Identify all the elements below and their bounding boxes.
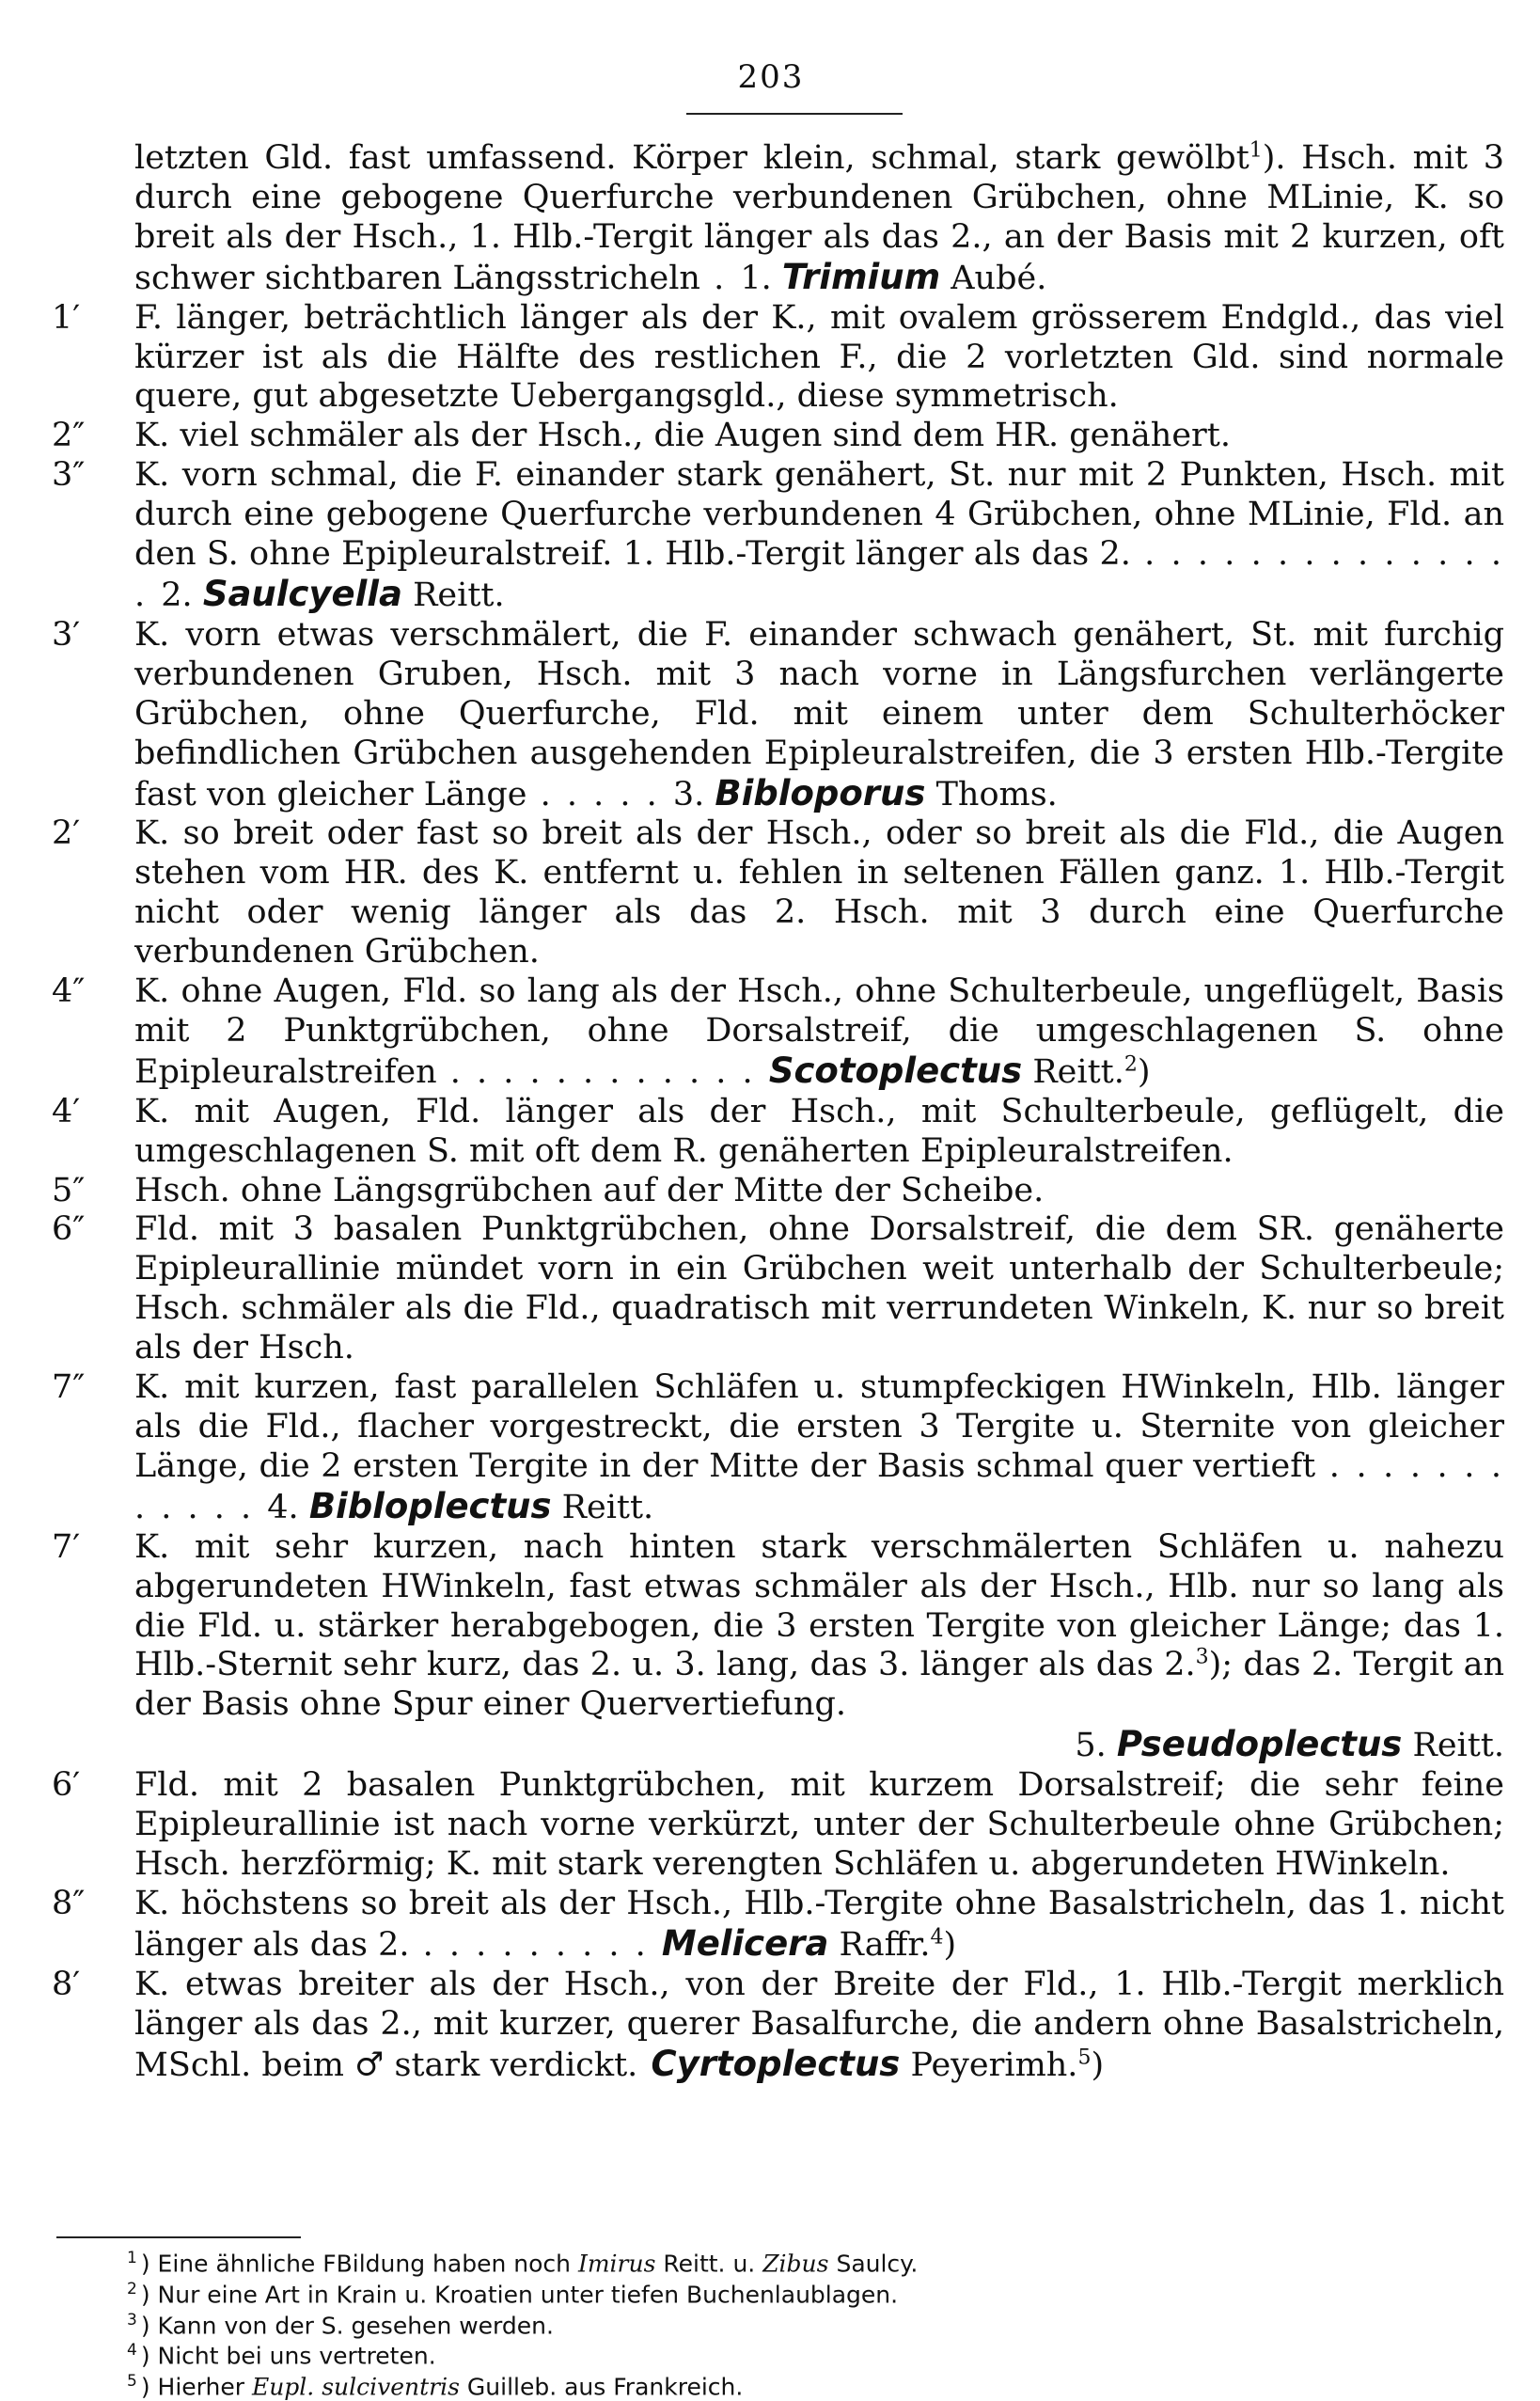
header-rule xyxy=(686,113,903,115)
footnote-ref: 3 xyxy=(1195,1645,1209,1669)
genus-number: 2. xyxy=(161,576,193,614)
couplet-description: letzten Gld. fast umfassend. Körper klein, schmal, stark gewölbt xyxy=(134,139,1249,177)
key-couplet xyxy=(52,1210,1504,1368)
genus-author: Raffr. xyxy=(839,1925,931,1964)
couplet-marker: 6″ xyxy=(52,1210,86,1249)
couplet-description: K. vorn schmal, die F. einander stark genähert, St. nur mit 2 Punkten, Hsch. mit durch eine gebogene Querfurche verbundenen 4 Grübchen, ohne MLinie, Fld. an den S. ohne Epipleuralstreif. 1. Hlb.-Tergit länger als das 2. xyxy=(134,456,1504,574)
leader-dots xyxy=(637,2046,651,2084)
couplet-text xyxy=(134,1528,1504,1766)
footnote-italic: Eupl. sulciventris xyxy=(251,2373,460,2401)
footnote-ref: 2 xyxy=(1124,1052,1138,1077)
key-couplet xyxy=(52,1766,1504,1885)
identification-key xyxy=(52,139,1504,2085)
genus-author: Reitt. xyxy=(1412,1727,1504,1765)
footnote-text: Eine ähnliche FBildung haben noch xyxy=(157,2250,578,2278)
couplet-description: K. so breit oder fast so breit als der Hsch., oder so breit als die Fld., die Augen stehen vom HR. des K. entfernt u. fehlen in seltenen Fällen ganz. 1. Hlb.-Tergit nicht oder wenig länger als das 2. Hsch. mit 3 durch eine Querfurche verbundenen Grübchen. xyxy=(134,814,1504,971)
footnote-paren: ) xyxy=(943,1925,957,1964)
footnote-paren: ) xyxy=(140,2311,158,2339)
page-number: 203 xyxy=(737,58,805,96)
footnote xyxy=(127,2369,1424,2400)
genus-name: Scotoplectus xyxy=(768,1050,1023,1091)
couplet-description: K. vorn etwas verschmälert, die F. einander schwach genähert, St. mit furchig verbundenen Gruben, Hsch. mit 3 nach vorne in Längsfurchen verlängerte Grübchen, ohne Querfurche, Fld. mit einem unter dem Schulterhöcker befindlichen Grübchen ausgehenden Epipleuralstreifen, die 3 ersten Hlb.-Tergite fast von gleicher Länge xyxy=(134,615,1504,813)
couplet-description: K. viel schmäler als der Hsch., die Augen sind dem HR. genähert. xyxy=(134,417,1231,455)
couplet-description: K. höchstens so breit als der Hsch., Hlb.-Tergite ohne Basalstricheln, das 1. nicht länger als das 2. xyxy=(134,1884,1504,1964)
leader-dots: . . . . . . . . . . . . xyxy=(134,1446,1504,1526)
key-couplet xyxy=(52,1528,1504,1766)
genus-author: Reitt. xyxy=(1032,1052,1124,1091)
couplet-description: Fld. mit 3 basalen Punktgrübchen, ohne Dorsalstreif, die dem SR. genäherte Epipleurallinie mündet vorn in ein Grübchen weit unterhalb der Schulterbeule; Hsch. schmäler als die Fld., quadratisch mit verrundeten Winkeln, K. nur so breit als der Hsch. xyxy=(134,1210,1504,1367)
key-couplet xyxy=(52,139,1504,299)
key-couplet xyxy=(52,814,1504,972)
key-couplet xyxy=(52,972,1504,1093)
couplet-marker: 3″ xyxy=(52,456,86,495)
couplet-description: K. mit Augen, Fld. länger als der Hsch., mit Schulterbeule, geflügelt, die umgeschlagenen S. mit oft dem R. genäherten Epipleuralstreifen. xyxy=(134,1092,1504,1170)
footnote-rule xyxy=(56,2236,301,2238)
key-couplet xyxy=(52,299,1504,418)
genus-name: Pseudoplectus xyxy=(1116,1724,1403,1765)
couplet-description-cont: ). Hsch. mit 3 durch eine gebogene Querfurche verbundenen Grübchen, ohne MLinie, K. so breit als der Hsch., 1. Hlb.-Tergit länger als das 2., an der Basis mit 2 kurzen, oft schwer sichtbaren Längsstricheln xyxy=(134,139,1505,297)
genus-name: Trimium xyxy=(781,256,941,297)
couplet-text xyxy=(134,417,1504,456)
footnote-paren: ) xyxy=(140,2342,158,2370)
couplet-description: Fld. mit 2 basalen Punktgrübchen, mit kurzem Dorsalstreif; die sehr feine Epipleurallinie ist nach vorne verkürzt, unter der Schulterbeule ohne Grübchen; Hsch. herzförmig; K. mit stark verengten Schläfen u. abgerundeten HWinkeln. xyxy=(134,1766,1504,1883)
footnote-text: Nur eine Art in Krain u. Kroatien unter tiefen Buchenlaublagen. xyxy=(157,2281,899,2309)
footnote xyxy=(127,2246,1424,2277)
genus-name: Bibloporus xyxy=(715,772,926,813)
genus-author: Reitt. xyxy=(413,576,505,614)
couplet-marker: 7″ xyxy=(52,1368,86,1407)
key-couplet xyxy=(52,417,1504,456)
footnote-number: 3 xyxy=(127,2310,137,2330)
couplet-marker: 6′ xyxy=(52,1766,81,1805)
genus-number: 3. xyxy=(672,775,705,813)
footnote-number: 5 xyxy=(127,2372,137,2392)
leader-dots: . . . . . . . . . . . . . . . xyxy=(134,535,1505,614)
leader-dots: . . . . . . . . . xyxy=(409,1925,662,1964)
genus-name: Bibloplectus xyxy=(308,1485,552,1526)
couplet-text xyxy=(134,1172,1504,1211)
couplet-description: K. ohne Augen, Fld. so lang als der Hsch., ohne Schulterbeule, ungeflügelt, Basis mit 2 Punktgrübchen, ohne Dorsalstreif, die umgeschlagenen S. ohne Epipleuralstreifen xyxy=(134,972,1504,1091)
couplet-text xyxy=(134,1766,1504,1885)
footnote-italic: Zibus xyxy=(762,2250,829,2278)
couplet-description: F. länger, beträchtlich länger als der K., mit ovalem grösserem Endgld., das viel kürzer ist als die Hälfte des restlichen F., die 2 vorletzten Gld. sind normale quere, gut abgesetzte Uebergangsgld., diese symmetrisch. xyxy=(134,298,1504,416)
footnote-text: Reitt. u. xyxy=(655,2250,763,2278)
key-couplet xyxy=(52,456,1504,616)
couplet-text xyxy=(134,1885,1504,1966)
key-couplet xyxy=(52,1966,1504,2086)
genus-name: Melicera xyxy=(661,1922,829,1964)
couplet-text xyxy=(134,1093,1504,1172)
footnote-paren: ) xyxy=(140,2250,158,2278)
leader-dots: . . . . . xyxy=(526,775,673,813)
couplet-marker: 4″ xyxy=(52,972,86,1011)
genus-number: 4. xyxy=(267,1488,299,1526)
footnote-paren: ) xyxy=(140,2281,158,2309)
couplet-description: K. etwas breiter als der Hsch., von der Breite der Fld., 1. Hlb.-Tergit merklich länger als das 2., mit kurzer, querer Basalfurche, die andern ohne Basalstricheln, MSchl. beim ♂ stark verdickt. xyxy=(134,1965,1504,2084)
footnote xyxy=(127,2338,1424,2369)
footnote-number: 4 xyxy=(127,2341,137,2361)
footnote-ref: 1 xyxy=(1249,138,1263,163)
genus-author: Peyerimh. xyxy=(910,2046,1078,2084)
footnote xyxy=(127,2277,1424,2308)
footnote-number: 2 xyxy=(127,2279,137,2298)
couplet-text xyxy=(134,456,1504,616)
leader-dots: . . . . . . . . . . . . xyxy=(436,1052,769,1091)
footnote-text: Nicht bei uns vertreten. xyxy=(157,2342,436,2370)
couplet-marker: 8′ xyxy=(52,1965,81,2003)
couplet-marker: 1′ xyxy=(52,298,81,337)
couplet-marker: 7′ xyxy=(52,1527,81,1566)
footnote-number: 1 xyxy=(127,2249,137,2267)
couplet-marker: 8″ xyxy=(52,1884,86,1922)
couplet-text xyxy=(134,616,1504,815)
couplet-text xyxy=(134,299,1504,418)
genus-author: Aubé. xyxy=(951,259,1047,297)
footnote-text: Kann von der S. gesehen werden. xyxy=(157,2311,554,2339)
couplet-text xyxy=(134,1368,1504,1528)
genus-number: 1. xyxy=(740,259,772,297)
genus-name: Cyrtoplectus xyxy=(651,2043,901,2084)
key-couplet xyxy=(52,1172,1504,1211)
key-couplet xyxy=(52,1093,1504,1172)
couplet-marker: 2″ xyxy=(52,417,86,455)
couplet-description-cont: ); das 2. Tergit an der Basis ohne Spur einer Quervertiefung. xyxy=(134,1646,1505,1724)
couplet-description: K. mit kurzen, fast parallelen Schläfen u. stumpfeckigen HWinkeln, Hlb. länger als die Fld., flacher vorgestreckt, die ersten 3 Tergite u. Sternite von gleicher Länge, die 2 ersten Tergite in der Mitte der Basis schmal quer vertieft xyxy=(134,1368,1504,1485)
couplet-description: K. mit sehr kurzen, nach hinten stark verschmälerten Schläfen u. nahezu abgerundeten HWinkeln, fast etwas schmäler als der Hsch., Hlb. nur so lang als die Fld. u. stärker herabgebogen, die 3 ersten Tergite von gleicher Länge; das 1. Hlb.-Sternit sehr kurz, das 2. u. 3. lang, das 3. länger als das 2. xyxy=(134,1527,1504,1684)
leader-dots: . xyxy=(699,259,741,297)
couplet-text xyxy=(134,972,1504,1093)
couplet-marker: 5″ xyxy=(52,1171,86,1209)
genus-name: Saulcyella xyxy=(202,573,402,614)
couplet-text xyxy=(134,139,1504,299)
footnote-text: Hierher xyxy=(157,2373,252,2401)
footnotes xyxy=(127,2246,1424,2400)
couplet-marker: 3′ xyxy=(52,615,81,654)
genus-line xyxy=(134,1725,1504,1766)
footnote-ref: 5 xyxy=(1077,2045,1092,2069)
key-couplet xyxy=(52,616,1504,815)
footnote-ref: 4 xyxy=(930,1925,944,1950)
key-couplet xyxy=(52,1368,1504,1528)
key-couplet xyxy=(52,1885,1504,1966)
footnote xyxy=(127,2308,1424,2339)
footnote-italic: Imirus xyxy=(577,2250,656,2278)
genus-number: 5. xyxy=(1075,1727,1107,1765)
footnote-text: Saulcy. xyxy=(828,2250,919,2278)
genus-author: Reitt. xyxy=(561,1488,654,1526)
couplet-text xyxy=(134,1966,1504,2086)
footnote-paren: ) xyxy=(140,2373,158,2401)
couplet-marker: 4′ xyxy=(52,1092,81,1130)
footnote-paren: ) xyxy=(1137,1052,1151,1091)
couplet-text xyxy=(134,814,1504,972)
footnote-paren: ) xyxy=(1091,2046,1105,2084)
footnote-text: Guilleb. aus Frankreich. xyxy=(459,2373,744,2401)
couplet-text xyxy=(134,1210,1504,1368)
couplet-marker: 2′ xyxy=(52,814,81,853)
couplet-description: Hsch. ohne Längsgrübchen auf der Mitte der Scheibe. xyxy=(134,1171,1045,1209)
genus-author: Thoms. xyxy=(935,775,1058,813)
